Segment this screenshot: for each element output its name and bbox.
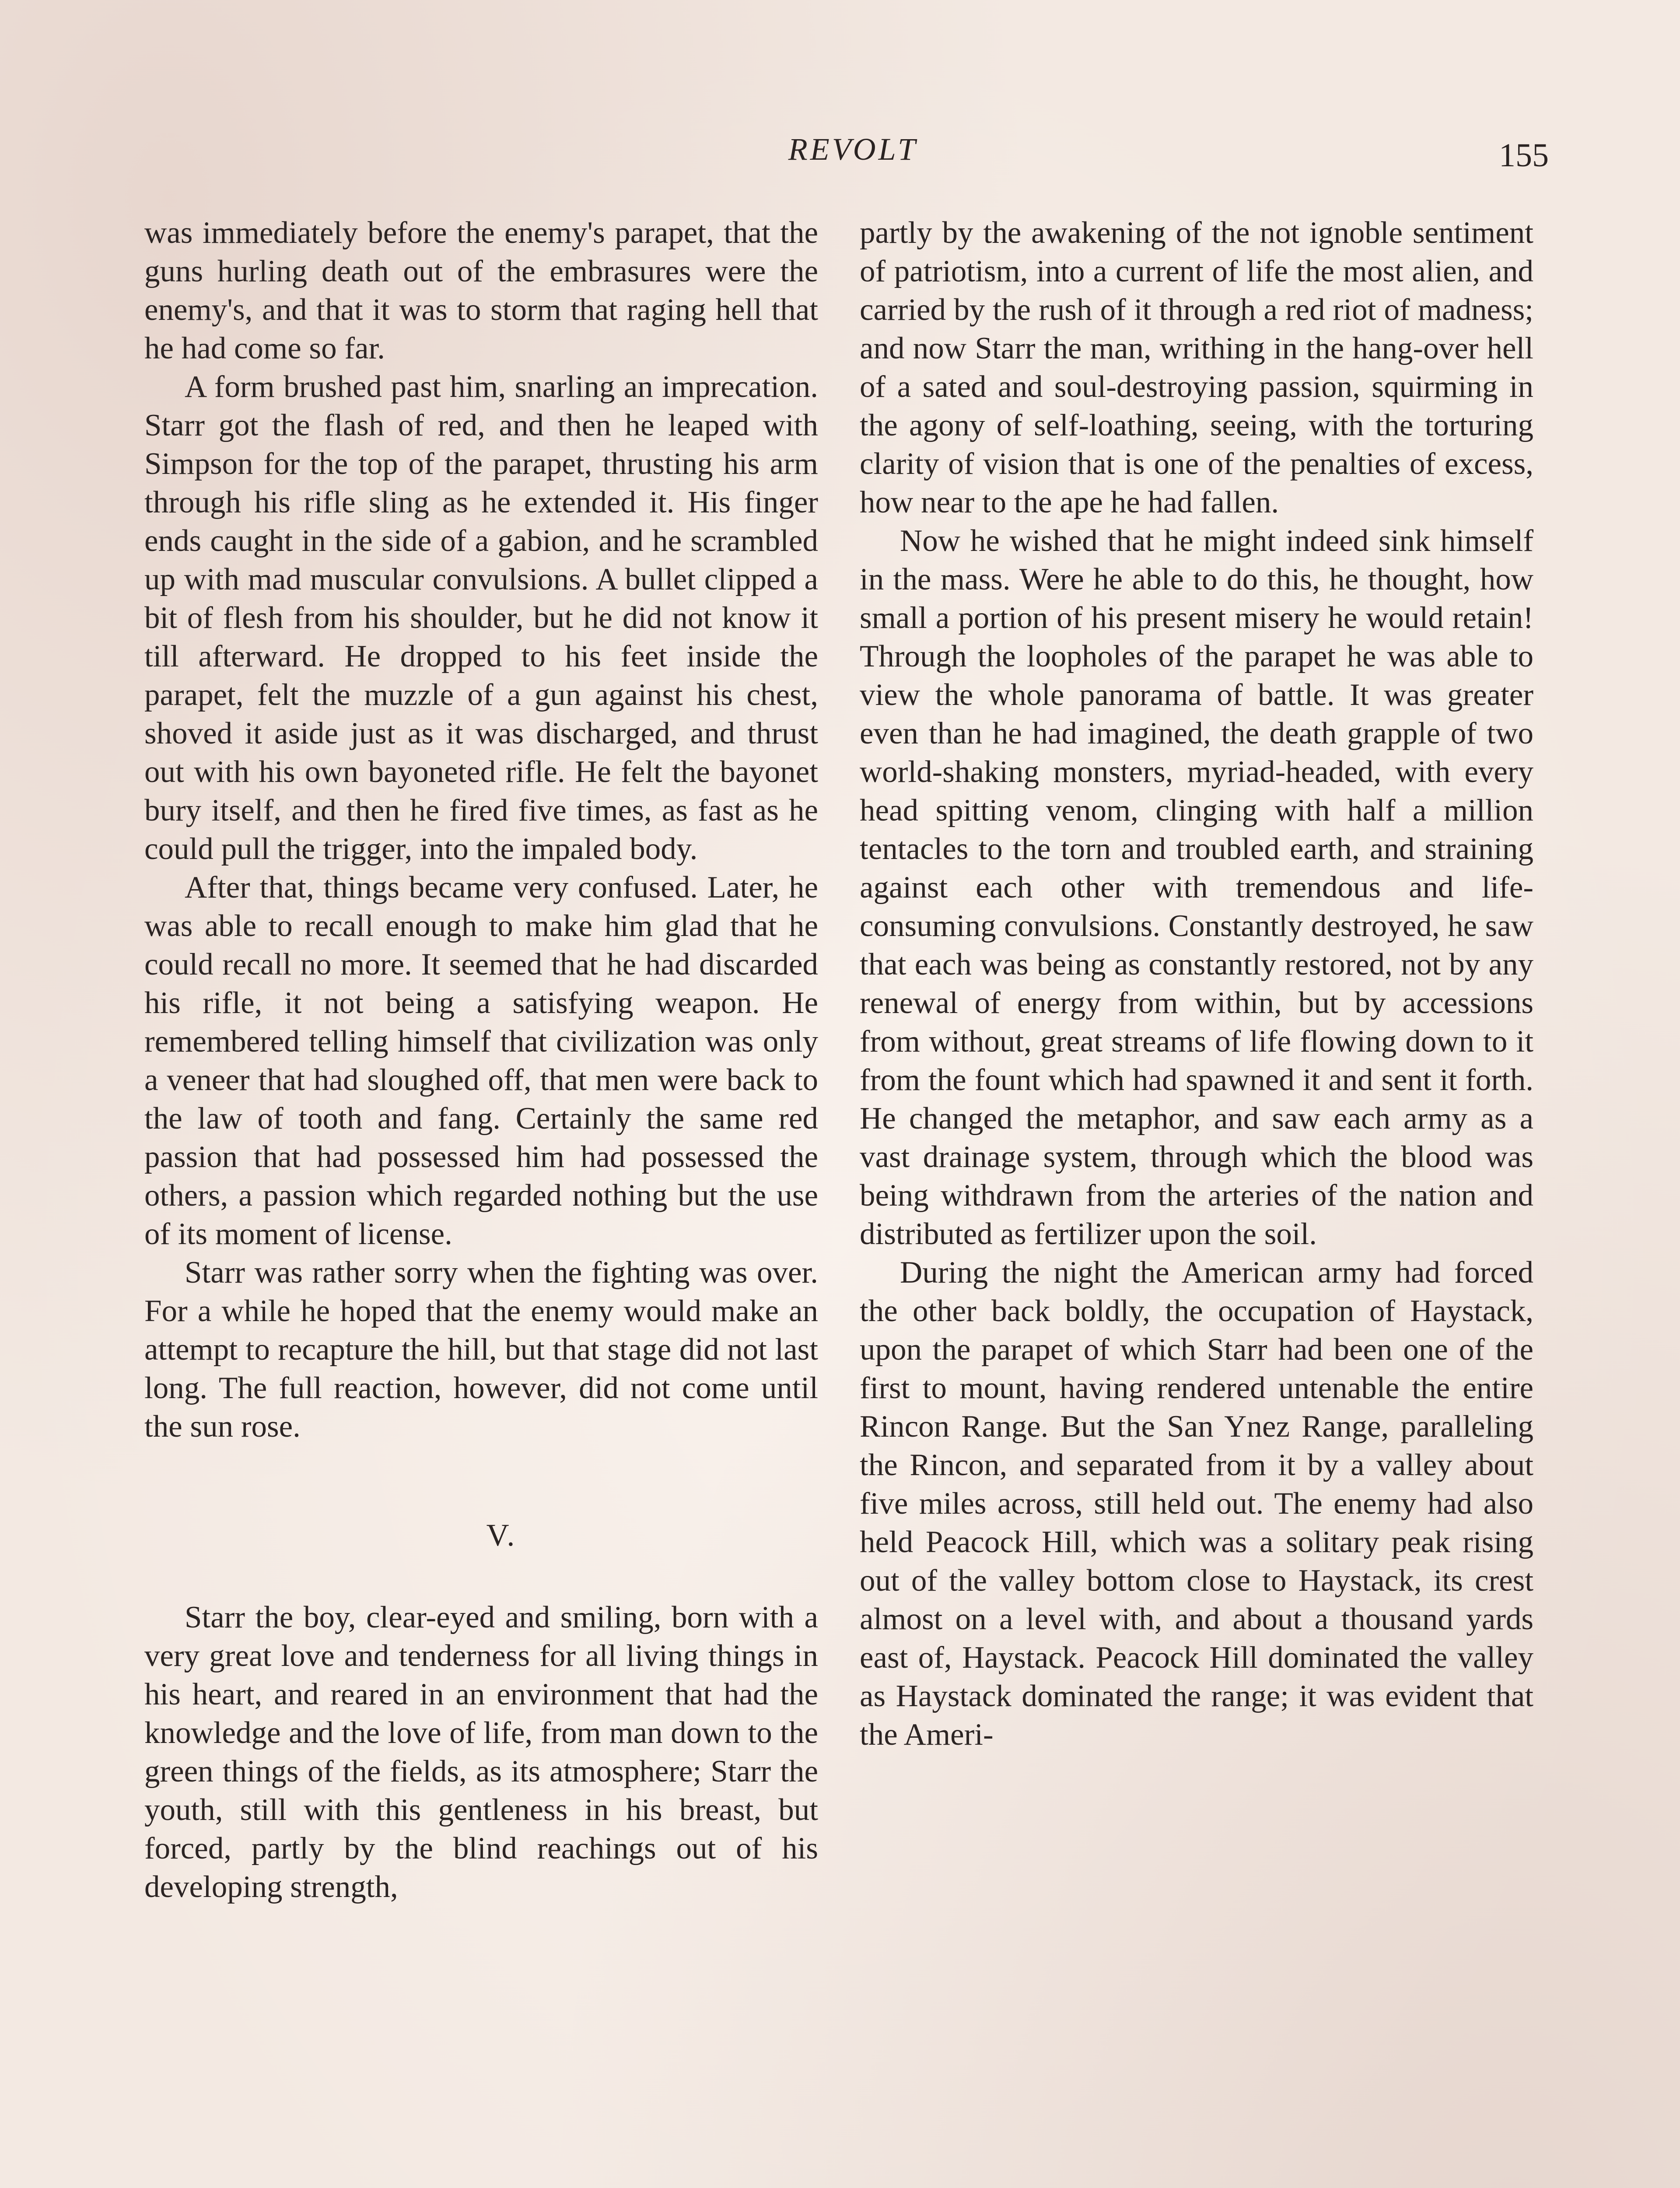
paragraph: Starr was rather sorry when the fighting was over. For a while he hoped that the enemy would make an attempt to recapture the hill, but that stage did not last long. The full reaction, however, did not come until the sun rose. <box>144 1255 818 1444</box>
section-heading: V. <box>486 1518 517 1553</box>
paragraph: After that, things became very confused. Later, he was able to recall enough to make him glad that he could recall no more. It seemed that he had discarded his rifle, it not being a satisfying weapon. He remembered telling himself that civilization was only a veneer that had sloughed off, that men were back to the law of tooth and fang. Certainly the same red passion that had possessed him had possessed the others, a passion which regarded nothing but the use of its moment of license. <box>144 870 818 1251</box>
left-column <box>144 214 818 1906</box>
paragraph: A form brushed past him, snarling an imprecation. Starr got the flash of red, and then he leaped with Simpson for the top of the parapet, thrusting his arm through his rifle sling as he extended it. His finger ends caught in the side of a gabion, and he scrambled up with mad muscular convulsions. A bullet clipped a bit of flesh from his shoulder, but he did not know it till afterward. He dropped to his feet inside the parapet, felt the muzzle of a gun against his chest, shoved it aside just as it was discharged, and thrust out with his own bayoneted rifle. He felt the bayonet bury itself, and then he fired five times, as fast as he could pull the trigger, into the impaled body. <box>144 370 818 866</box>
page-number: 155 <box>1499 137 1549 174</box>
paragraph: During the night the American army had forced the other back boldly, the occupation of Haystack, upon the parapet of which Starr had been one of the first to mount, having rendered untenable the entire Rincon Range. But the San Ynez Range, paralleling the Rincon, and separated from it by a valley about five miles across, still held out. The enemy had also held Peacock Hill, which was a solitary peak rising out of the valley bottom close to Haystack, its crest almost on a level with, and about a thousand yards east of, Haystack. Peacock Hill dominated the valley as Haystack dominated the range; it was evident that the Ameri- <box>860 1255 1533 1752</box>
paragraph: was immediately before the enemy's parapet, that the guns hurling death out of the embrasures were the enemy's, and that it was to storm that raging hell that he had come so far. <box>144 216 818 365</box>
paragraph: partly by the awakening of the not ignoble sentiment of patriotism, into a current of life the most alien, and carried by the rush of it through a red riot of madness; and now Starr the man, writhing in the hang-over hell of a sated and soul-destroying passion, squirming in the agony of self-loathing, seeing, with the torturing clarity of vision that is one of the penalties of excess, how near to the ape he had fallen. <box>860 216 1533 519</box>
paragraph: Now he wished that he might indeed sink himself in the mass. Were he able to do this, he thought, how small a portion of his present misery he would retain! Through the loopholes of the parapet he was able to view the whole panorama of battle. It was greater even than he had imagined, the death grapple of two world-shaking monsters, myriad-headed, with every head spitting venom, clinging with half a million tentacles to the torn and troubled earth, and straining against each other with tremendous and life-consuming convulsions. Constantly destroyed, he saw that each was being as constantly restored, not by any renewal of energy from within, but by accessions from without, great streams of life flowing down to it from the fount which had spawned it and sent it forth. He changed the metaphor, and saw each army as a vast drainage system, through which the blood was being withdrawn from the arteries of the nation and distributed as fertilizer upon the soil. <box>860 524 1533 1251</box>
right-column <box>860 214 1533 1754</box>
paragraph: Starr the boy, clear-eyed and smiling, born with a very great love and tenderness for all living things in his heart, and reared in an environment that had the knowledge and the love of life, from man down to the green things of the fields, as its atmosphere; Starr the youth, still with this gentleness in his breast, but forced, partly by the blind reachings out of his developing strength, <box>144 1600 818 1904</box>
running-head-title: REVOLT <box>788 132 918 167</box>
